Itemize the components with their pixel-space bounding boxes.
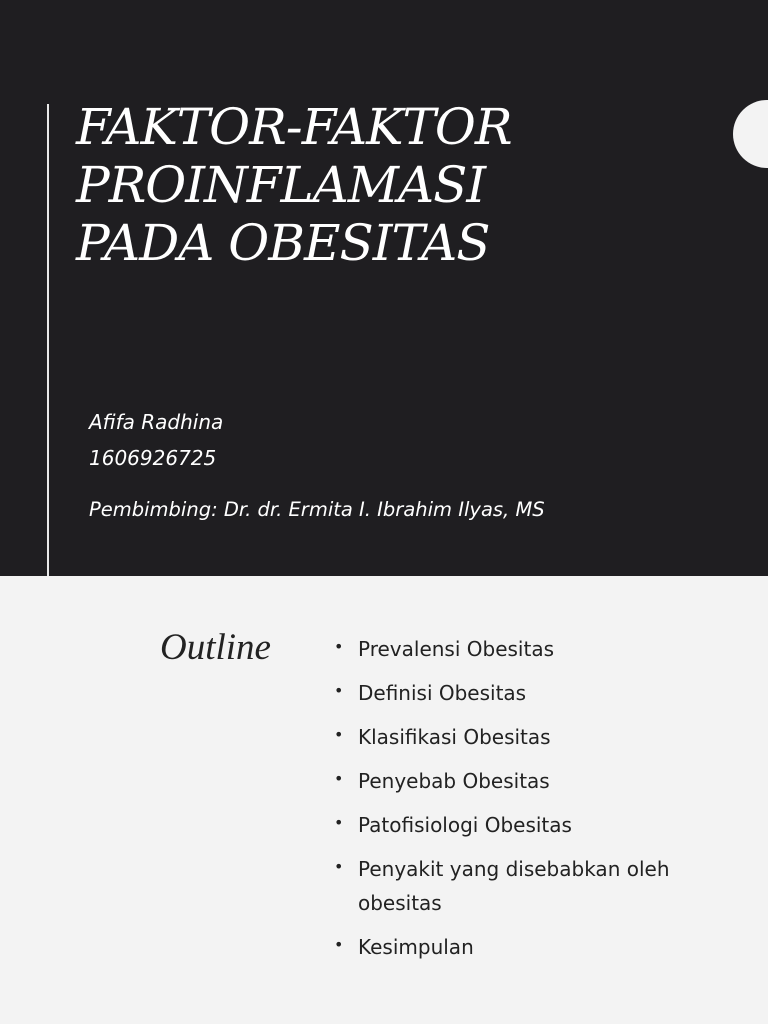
bullet-icon: • — [334, 725, 344, 744]
outline-slide — [0, 576, 768, 1024]
outline-item — [334, 720, 734, 754]
bullet-icon: • — [334, 813, 344, 832]
presenter-id: 1606926725 — [89, 446, 217, 470]
outline-item-label: Patofisiologi Obesitas — [358, 813, 572, 837]
bullet-icon: • — [334, 935, 344, 954]
outline-item — [334, 764, 734, 798]
outline-heading: Outline — [160, 627, 271, 668]
accent-circle-shape — [733, 100, 768, 168]
outline-item-label: Prevalensi Obesitas — [358, 637, 554, 661]
outline-item-label: Penyakit yang disebabkan oleh obesitas — [358, 857, 670, 915]
outline-list — [334, 632, 734, 974]
outline-item-label: Penyebab Obesitas — [358, 769, 550, 793]
title-line-1: FAKTOR-FAKTOR — [76, 98, 512, 156]
bullet-icon: • — [334, 637, 344, 656]
outline-item-label: Kesimpulan — [358, 935, 474, 959]
outline-item — [334, 808, 734, 842]
outline-item — [334, 930, 734, 964]
bullet-icon: • — [334, 681, 344, 700]
presenter-info — [89, 404, 223, 476]
outline-item-label: Definisi Obesitas — [358, 681, 527, 705]
outline-item — [334, 852, 734, 920]
outline-item-label: Klasifikasi Obesitas — [358, 725, 551, 749]
title-line-2: PROINFLAMASI — [76, 156, 486, 214]
bullet-icon: • — [334, 857, 344, 876]
slide-title — [76, 98, 716, 272]
title-line-3: PADA OBESITAS — [76, 214, 490, 272]
outline-item — [334, 676, 734, 710]
vertical-accent-line — [47, 104, 49, 576]
bullet-icon: • — [334, 769, 344, 788]
advisor-line: Pembimbing: Dr. dr. Ermita I. Ibrahim Ilyas, MS — [89, 498, 545, 521]
outline-item — [334, 632, 734, 666]
presenter-name: Afifa Radhina — [89, 410, 224, 434]
